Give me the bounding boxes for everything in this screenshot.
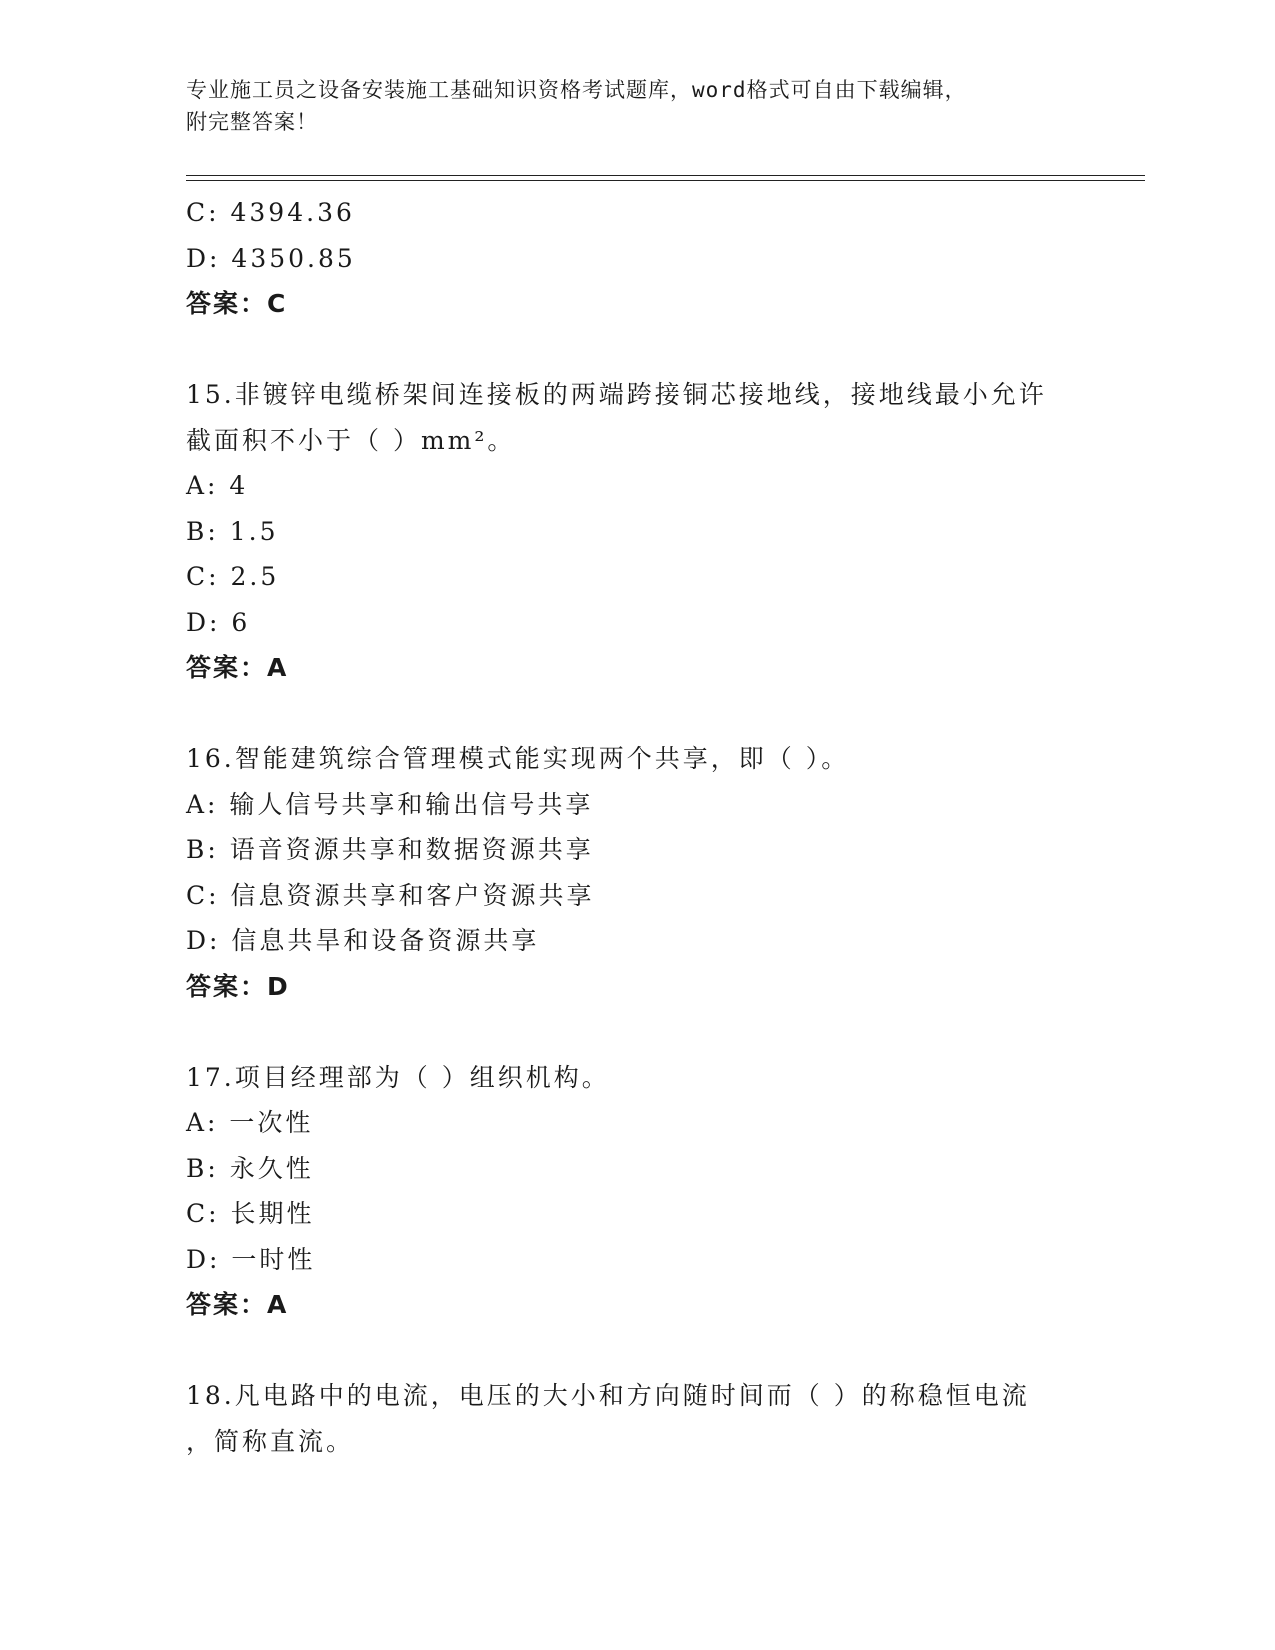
option-b: B: 永久性 [186, 1153, 314, 1183]
question-stem-line-2: ，简称直流。 [186, 1426, 355, 1456]
answer-label: 答案：A [186, 1290, 289, 1319]
question-stem-line-1: 17.项目经理部为（ ）组织机构。 [186, 1062, 610, 1092]
question-list [186, 190, 1146, 1464]
option-a: A: 输人信号共享和输出信号共享 [186, 789, 594, 819]
question-block-15 [186, 372, 1146, 691]
question-stem-line-1: 16.智能建筑综合管理模式能实现两个共享，即（ ）。 [186, 744, 850, 773]
option-d: D: 一时性 [186, 1244, 316, 1274]
option-d: D: 信息共旱和设备资源共享 [186, 926, 540, 955]
question-block-18 [186, 1373, 1146, 1464]
answer-label: 答案：C [186, 289, 288, 318]
option-c: C: 信息资源共享和客户资源共享 [186, 880, 595, 910]
answer-label: 答案：A [186, 653, 289, 682]
question-stem-line-1: 15.非镀锌电缆桥架间连接板的两端跨接铜芯接地线，接地线最小允许 [186, 380, 1047, 409]
spacer [186, 691, 1146, 737]
question-stem-line-2: 截面积不小于（ ）mm²。 [186, 425, 516, 455]
question-block-14 [186, 190, 1146, 327]
question-block-16 [186, 736, 1146, 1009]
option-d: D: 4350.85 [186, 243, 356, 273]
option-d: D: 6 [186, 607, 251, 637]
question-block-17 [186, 1055, 1146, 1328]
document-header [186, 74, 1086, 138]
header-title-line-2: 附完整答案！ [186, 110, 318, 134]
option-c: C: 4394.36 [186, 198, 355, 227]
question-stem-line-1: 18.凡电路中的电流，电压的大小和方向随时间而（ ）的称稳恒电流 [186, 1381, 1030, 1410]
option-c: C: 2.5 [186, 562, 280, 591]
header-divider-top [186, 175, 1145, 176]
answer-label: 答案：D [186, 971, 290, 1001]
header-title-line-1: 专业施工员之设备安装施工基础知识资格考试题库，word格式可自由下载编辑， [186, 78, 967, 102]
header-divider-bottom [186, 180, 1145, 181]
option-b: B: 1.5 [186, 516, 279, 546]
spacer [186, 1009, 1146, 1055]
option-c: C: 长期性 [186, 1199, 315, 1228]
spacer [186, 1328, 1146, 1374]
option-a: A: 4 [186, 471, 249, 500]
spacer [186, 327, 1146, 373]
option-b: B: 语音资源共享和数据资源共享 [186, 835, 594, 864]
option-a: A: 一次性 [186, 1108, 314, 1137]
